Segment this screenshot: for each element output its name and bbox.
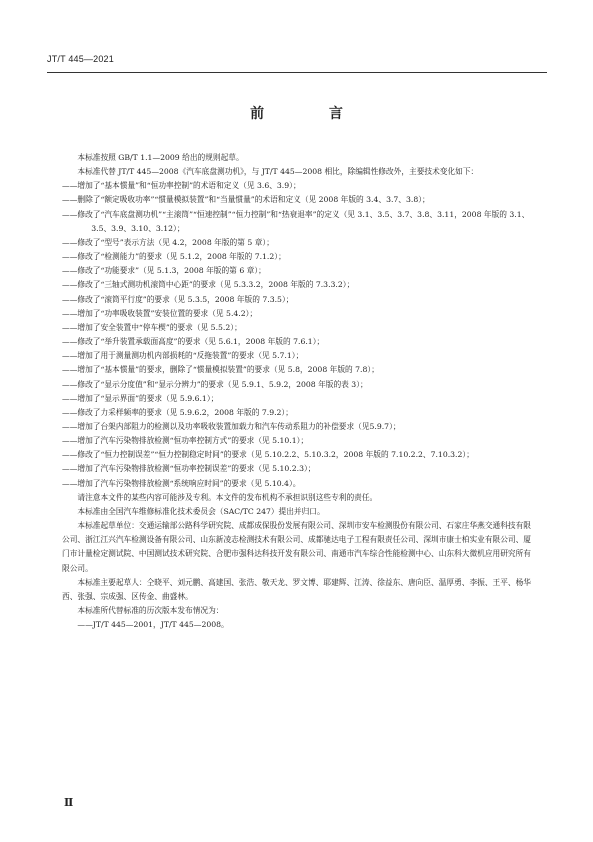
change-item: ——增加了“功率吸收装置”安装位置的要求（见 5.4.2）； [62,308,258,318]
history-item: ——JT/T 445—2001，JT/T 445—2008。 [77,620,229,630]
change-item: ——修改了“型号”表示方法（见 4.2，2008 年版的第 5 章）； [62,237,274,247]
standard-number: JT/T 445—2021 [47,54,114,64]
drafters-paragraph: 本标准主要起草人：仝晓平、刘元鹏、高建国、张浩、敬天龙、罗文博、耶建辉、江涛、徐益东、唐向臣、温厚勇、李振、王平、杨华西、张强、宗成强、区传金、曲盛林。 [62,577,531,601]
patent-notice: 请注意本文件的某些内容可能涉及专利。本文件的发布机构不承担识别这些专利的责任。 [77,492,378,502]
header-rule [47,72,547,73]
change-item: ——增加了“基本惯量”和“恒功率控制”的术语和定义（见 3.6、3.9）； [62,181,301,191]
change-item: ——修改了“功能要求”（见 5.1.3，2008 年版的第 6 章）； [62,266,266,276]
change-item: ——修改了“举升装置承载面高度”的要求（见 5.6.1，2008 年版的 7.6.1）； [62,337,325,347]
page-number: Ⅱ [64,796,73,809]
intro-paragraph: 本标准代替 JT/T 445—2008《汽车底盘测功机》，与 JT/T 445—2008 相比，除编辑性修改外，主要技术变化如下： [77,167,479,177]
change-item: ——修改了力采样频率的要求（见 5.9.6.2，2008 年版的 7.9.2）； [62,407,293,417]
change-item: ——增加了用于测量测功机内部损耗的“反拖装置”的要求（见 5.7.1）； [62,351,304,361]
change-item: ——修改了“三轴式测功机滚筒中心距”的要求（见 5.3.3.2，2008 年版的 7.3.3.2）； [62,280,355,290]
change-item: ——增加了汽车污染物排放检测“恒功率控制误差”的要求（见 5.10.2.3）； [62,464,316,474]
intro-paragraph: 本标准按照 GB/T 1.1—2009 给出的规则起草。 [77,153,244,162]
change-item: ——修改了“显示分度值”和“显示分辨力”的要求（见 5.9.1、5.9.2，2008 年版的表 3）； [62,379,368,389]
change-item: ——增加了安全装置中“停车楔”的要求（见 5.5.2）； [62,322,242,332]
change-item: ——增加了“基本惯量”的要求，删除了“惯量模拟装置”的要求（见 5.8，2008 年版的 7.8）； [62,365,379,375]
change-item: ——增加了汽车污染物排放检测“系统响应时间”的要求（见 5.10.4）。 [62,478,301,488]
change-item: ——修改了“检测能力”的要求（见 5.1.2，2008 年版的 7.1.2）； [62,252,286,262]
change-item: ——增加了汽车污染物排放检测“恒功率控制方式”的要求（见 5.10.1）； [62,436,309,446]
proposer-paragraph: 本标准由全国汽车维修标准化技术委员会（SAC/TC 247）提出并归口。 [77,506,325,516]
history-intro: 本标准所代替标准的历次版本发布情况为： [77,606,224,615]
change-item: ——增加了“显示界面”的要求（见 5.9.6.1）； [62,393,219,403]
drafting-units-paragraph: 本标准起草单位：交通运输部公路科学研究院、成都成保股份发展有限公司、深圳市安车检测股份有限公司、石家庄华燕交通科技有限公司、浙江江兴汽车检测设备有限公司、山东新凌志检测技术有限公司、成都驰达电子工程有限责任公司、深圳市康士柏实业有限公司、厦门市计量检定测试院、中国测试技术研究院、合肥市强科达科技开发有限公司、南通市汽车综合性能检测中心、山东科大微机应用研究所有限公司。 [62,521,531,573]
change-item: ——修改了“汽车底盘测功机”“主滚筒”“恒速控制”“恒力控制”和“热衰退率”的定义（见 3.1、3.5、3.7、3.8、3.11，2008 年版的 3.1、3.5、3.9、3.10、3.12）； [62,209,530,233]
document-body [62,151,534,632]
page-title: 前 言 [250,106,373,122]
change-item: ——增加了台架内部阻力的检测以及功率吸收装置加载力和汽车传动系阻力的补偿要求（见5.9.7）； [62,421,401,431]
change-item: ——修改了“恒力控制误差”“恒力控制稳定时间”的要求（见 5.10.2.2、5.10.3.2，2008 年版的 7.10.2.2、7.10.3.2）； [62,450,474,460]
change-item: ——删除了“额定吸收功率”“惯量模拟装置”和“当量惯量”的术语和定义（见 2008 年版的 3.4、3.7、3.8）； [62,195,430,205]
change-item: ——修改了“滚筒平行度”的要求（见 5.3.5，2008 年版的 7.3.5）； [62,294,294,304]
